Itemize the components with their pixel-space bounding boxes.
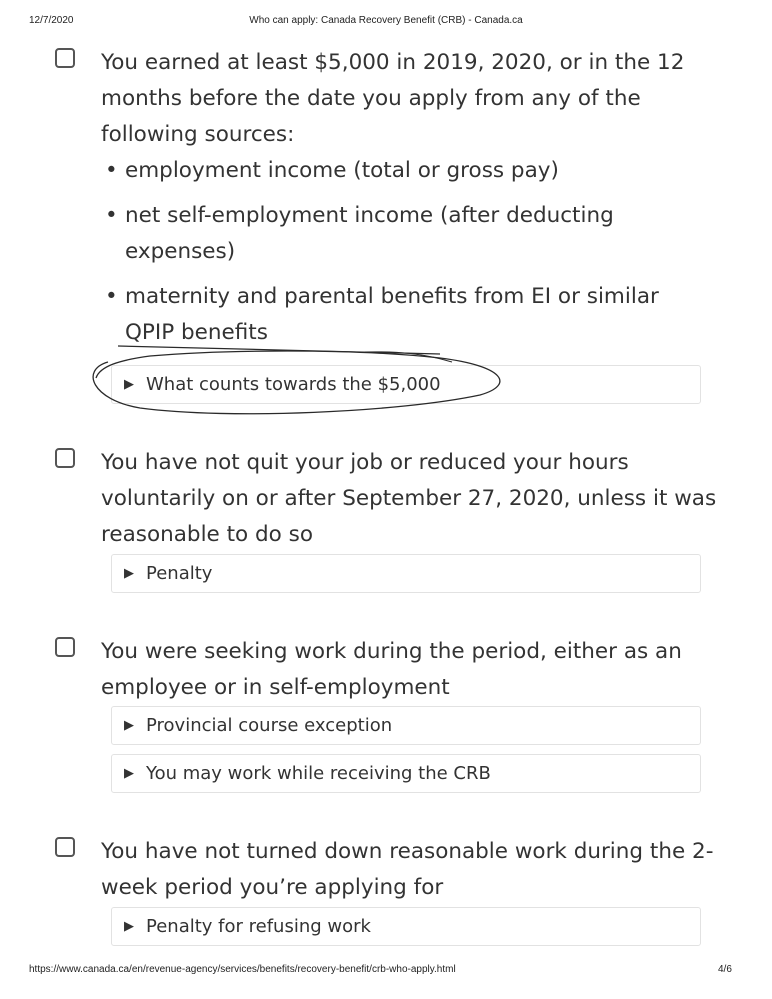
print-page-title: Who can apply: Canada Recovery Benefit (CRB) - Canada.ca <box>249 15 523 26</box>
details-provincial-course[interactable] <box>111 706 701 745</box>
checkbox-icon[interactable] <box>55 448 75 468</box>
details-penalty-refusing[interactable] <box>111 907 701 946</box>
checklist-item-text: You have not quit your job or reduced your hours voluntarily on or after September 27, 2020, unless it was reasonable to do so <box>101 450 717 547</box>
triangle-right-icon: ▶ <box>124 766 134 781</box>
details-summary-label: Penalty for refusing work <box>146 916 371 937</box>
checkbox-icon[interactable] <box>55 837 75 857</box>
list-item: • employment income (total or gross pay) <box>105 153 705 189</box>
details-work-while-receiving[interactable] <box>111 754 701 793</box>
income-sources-list <box>105 153 705 360</box>
checklist-item-text: You were seeking work during the period, either as an employee or in self-employment <box>101 639 682 700</box>
triangle-right-icon: ▶ <box>124 377 134 392</box>
checklist-item-text: You have not turned down reasonable work during the 2-week period you’re applying for <box>101 839 714 900</box>
page-number: 4/6 <box>718 964 732 975</box>
checklist-item-seeking-work <box>55 634 745 706</box>
triangle-right-icon: ▶ <box>124 718 134 733</box>
triangle-right-icon: ▶ <box>124 919 134 934</box>
checkbox-icon[interactable] <box>55 637 75 657</box>
details-summary-label: Penalty <box>146 563 213 584</box>
details-what-counts[interactable] <box>111 365 701 404</box>
print-date: 12/7/2020 <box>29 15 74 26</box>
list-item: • maternity and parental benefits from EI or similar QPIP benefits <box>105 279 705 351</box>
list-item: • net self-employment income (after deducting expenses) <box>105 198 705 270</box>
checklist-item-text: You earned at least $5,000 in 2019, 2020, or in the 12 months before the date you apply from any of the following sources: <box>101 50 685 147</box>
checklist-item-not-quit <box>55 445 745 555</box>
checklist-item-not-turned-down <box>55 834 745 906</box>
details-summary-label: What counts towards the $5,000 <box>146 374 441 395</box>
triangle-right-icon: ▶ <box>124 566 134 581</box>
details-summary-label: Provincial course exception <box>146 715 393 736</box>
checkbox-icon[interactable] <box>55 48 75 68</box>
details-penalty[interactable] <box>111 554 701 593</box>
details-summary-label: You may work while receiving the CRB <box>146 763 491 784</box>
print-url: https://www.canada.ca/en/revenue-agency/services/benefits/recovery-benefit/crb-who-apply.html <box>29 964 456 975</box>
